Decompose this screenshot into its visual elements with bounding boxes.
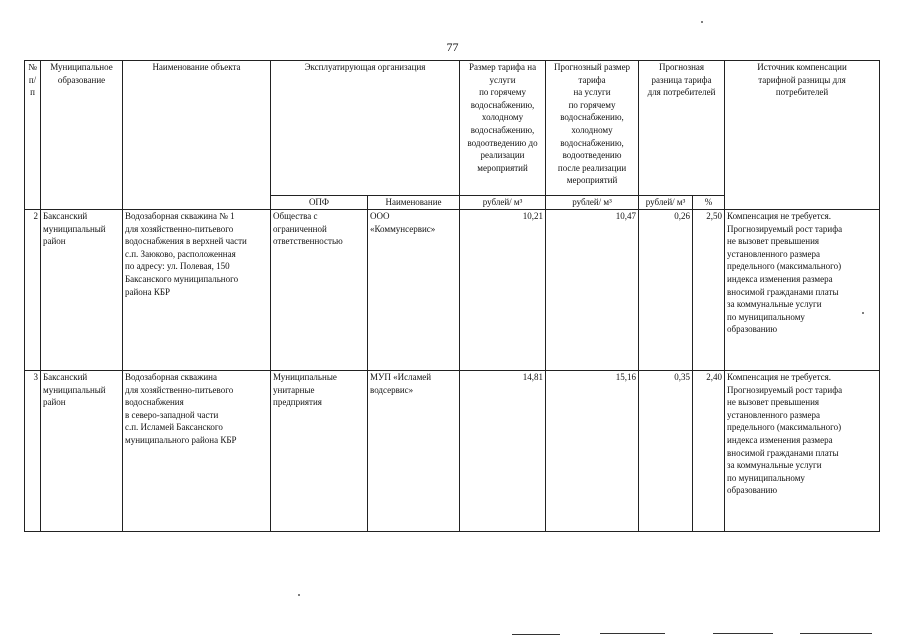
row-opf: Муниципальные унитарные предприятия	[271, 371, 368, 532]
scan-line	[713, 633, 773, 634]
row-no: 2	[25, 210, 41, 371]
scan-line	[512, 634, 560, 635]
row-no: 3	[25, 371, 41, 532]
row-diff-pct: 2,50	[693, 210, 725, 371]
row-compensation: Компенсация не требуется. Прогнозируемый рост тарифа не вызовет превышения установленного размера предельного (максимального) индекса изменения размера вносимой гражданами платы за коммунальные услуги по муниципальному образованию	[725, 210, 880, 371]
row-forecast-tariff: 10,47	[546, 210, 639, 371]
row-forecast-tariff: 15,16	[546, 371, 639, 532]
subheader-unit-forecast: рублей/ м³	[546, 196, 639, 210]
header-operator: Эксплуатирующая организация	[271, 61, 460, 196]
scan-line	[800, 633, 872, 634]
header-compensation: Источник компенсации тарифной разницы для потребителей	[725, 61, 880, 210]
subheader-percent: %	[693, 196, 725, 210]
row-tariff: 10,21	[460, 210, 546, 371]
header-forecast-diff: Прогнозная разница тарифа для потребителей	[639, 61, 725, 196]
page-number: 77	[446, 40, 459, 54]
table-row	[25, 210, 880, 371]
row-compensation: Компенсация не требуется. Прогнозируемый рост тарифа не вызовет превышения установленного размера предельного (максимального) индекса изменения размера вносимой гражданами платы за коммунальные услуги по муниципальному образованию	[725, 371, 880, 532]
subheader-unit-diff: рублей/ м³	[639, 196, 693, 210]
row-diff-rub: 0,35	[639, 371, 693, 532]
scan-speck	[298, 594, 300, 596]
scan-line	[600, 633, 665, 634]
row-opf: Общества с ограниченной ответственностью	[271, 210, 368, 371]
header-tariff: Размер тарифа на услуги по горячему водоснабжению, холодному водоснабжению, водоотведению до реализации мероприятий	[460, 61, 546, 196]
header-municipality: Муниципальное образование	[41, 61, 123, 210]
scan-speck	[862, 312, 864, 314]
row-object-name: Водозаборная скважина для хозяйственно-питьевого водоснабжения в северо-западной части с.п. Исламей Баксанского муниципального района КБР	[123, 371, 271, 532]
header-no: № п/п	[25, 61, 41, 210]
tariff-table	[24, 60, 880, 532]
subheader-name: Наименование	[368, 196, 460, 210]
row-org-name: МУП «Исламей водсервис»	[368, 371, 460, 532]
row-municipality: Баксанский муниципальный район	[41, 210, 123, 371]
row-diff-rub: 0,26	[639, 210, 693, 371]
row-municipality: Баксанский муниципальный район	[41, 371, 123, 532]
table-row	[25, 371, 880, 532]
row-object-name: Водозаборная скважина № 1 для хозяйственно-питьевого водоснабжения в верхней части с.п. Заюково, расположенная по адресу: ул. Полевая, 150 Баксанского муниципального района КБР	[123, 210, 271, 371]
header-forecast-tariff: Прогнозный размер тарифа на услуги по горячему водоснабжению, холодному водоснабжению, водоотведению после реализации мероприятий	[546, 61, 639, 196]
row-diff-pct: 2,40	[693, 371, 725, 532]
row-org-name: ООО «Коммунсервис»	[368, 210, 460, 371]
subheader-unit-tariff: рублей/ м³	[460, 196, 546, 210]
row-tariff: 14,81	[460, 371, 546, 532]
scan-speck	[701, 21, 703, 23]
subheader-opf: ОПФ	[271, 196, 368, 210]
header-object-name: Наименование объекта	[123, 61, 271, 210]
table-header-row	[25, 61, 880, 196]
